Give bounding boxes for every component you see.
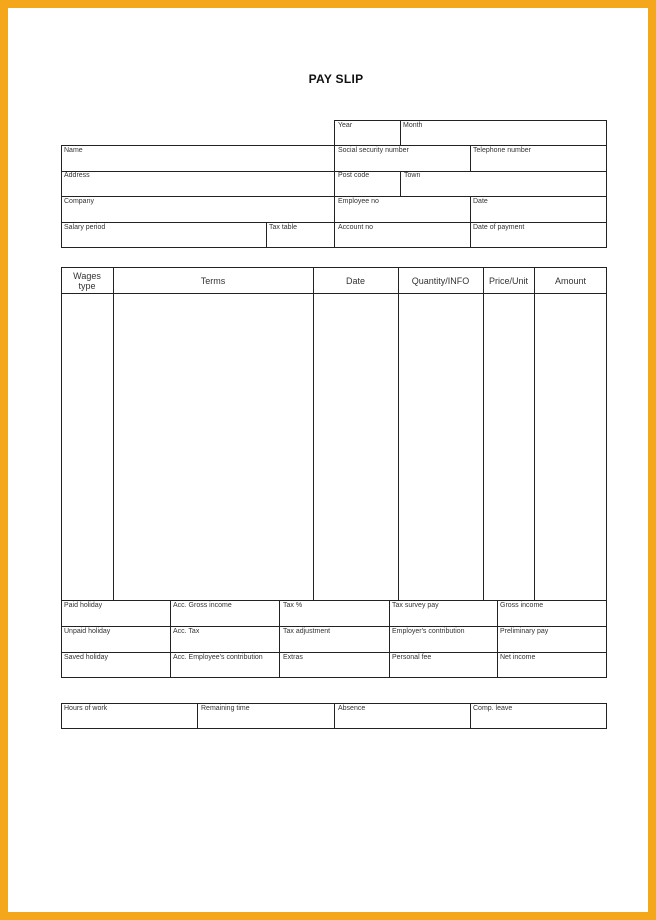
net-income-label: Net income bbox=[500, 654, 536, 661]
divider bbox=[470, 145, 471, 171]
column-header-terms: Terms bbox=[200, 276, 226, 286]
month-label: Month bbox=[403, 122, 423, 129]
employee-no-label: Employee no bbox=[338, 198, 379, 205]
name-label: Name bbox=[64, 147, 83, 154]
paid-holiday-label: Paid holiday bbox=[64, 602, 103, 609]
divider bbox=[400, 120, 401, 146]
tax-survey-pay-label: Tax survey pay bbox=[392, 602, 439, 609]
divider bbox=[61, 652, 607, 653]
divider bbox=[334, 703, 335, 729]
divider bbox=[470, 196, 471, 248]
pay-slip-page bbox=[8, 8, 648, 912]
tax-adjustment-label: Tax adjustment bbox=[283, 628, 331, 635]
divider bbox=[334, 145, 335, 248]
acc-employee-contribution-label: Acc. Employee's contribution bbox=[173, 654, 263, 661]
table-header-divider bbox=[61, 293, 607, 294]
address-label: Address bbox=[64, 172, 90, 179]
summary-grid bbox=[61, 600, 607, 678]
divider bbox=[170, 600, 171, 678]
wages-table bbox=[61, 267, 607, 601]
town-label: Town bbox=[404, 172, 421, 179]
year-label: Year bbox=[338, 122, 353, 129]
comp-leave-label: Comp. leave bbox=[473, 705, 513, 712]
divider bbox=[266, 222, 267, 248]
tax-table-label: Tax table bbox=[269, 224, 298, 231]
extras-label: Extras bbox=[283, 654, 303, 661]
date-of-payment-label: Date of payment bbox=[473, 224, 525, 231]
company-label: Company bbox=[64, 198, 94, 205]
acc-gross-income-label: Acc. Gross income bbox=[173, 602, 232, 609]
column-header-date: Date bbox=[345, 276, 365, 286]
column-divider bbox=[483, 267, 484, 601]
saved-holiday-label: Saved holiday bbox=[64, 654, 108, 661]
divider bbox=[279, 600, 280, 678]
column-divider bbox=[113, 267, 114, 601]
remaining-time-label: Remaining time bbox=[201, 705, 250, 712]
column-divider bbox=[313, 267, 314, 601]
page-title: PAY SLIP bbox=[308, 72, 364, 86]
divider bbox=[497, 600, 498, 678]
column-divider bbox=[398, 267, 399, 601]
date-label: Date bbox=[473, 198, 488, 205]
unpaid-holiday-label: Unpaid holiday bbox=[64, 628, 111, 635]
gross-income-label: Gross income bbox=[500, 602, 544, 609]
employer-contribution-label: Employer's contribution bbox=[392, 628, 465, 635]
preliminary-pay-label: Preliminary pay bbox=[500, 628, 549, 635]
divider bbox=[389, 600, 390, 678]
hours-of-work-label: Hours of work bbox=[64, 705, 108, 712]
divider bbox=[470, 703, 471, 729]
divider bbox=[400, 171, 401, 196]
postcode-label: Post code bbox=[338, 172, 370, 179]
ssn-label: Social security number bbox=[338, 147, 409, 154]
absence-label: Absence bbox=[338, 705, 366, 712]
account-no-label: Account no bbox=[338, 224, 374, 231]
salary-period-label: Salary period bbox=[64, 224, 106, 231]
year-month-box bbox=[334, 120, 607, 146]
column-header-price: Price/Unit bbox=[488, 276, 528, 286]
acc-tax-label: Acc. Tax bbox=[173, 628, 200, 635]
divider bbox=[61, 626, 607, 627]
tax-percent-label: Tax % bbox=[283, 602, 303, 609]
column-header-quantity: Quantity/INFO bbox=[411, 276, 470, 286]
telephone-label: Telephone number bbox=[473, 147, 531, 154]
column-divider bbox=[534, 267, 535, 601]
column-header-amount: Amount bbox=[554, 276, 587, 286]
column-header-wages-type: Wages type bbox=[73, 271, 101, 291]
personal-fee-label: Personal fee bbox=[392, 654, 432, 661]
divider bbox=[197, 703, 198, 729]
